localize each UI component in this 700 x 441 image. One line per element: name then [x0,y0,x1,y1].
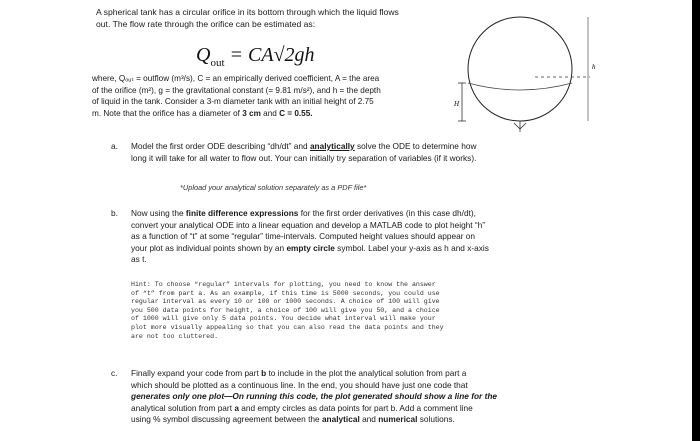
hint-line-4: you 500 data points for height, a choice of 100 will give you 50, and a choice [131,306,440,314]
hint-line-3: regular interval as every 10 or 100 or 1000 seconds. A choice of 100 will give [131,298,440,306]
part-c-line-5 [131,414,551,426]
part-b-label: b. [111,208,118,218]
flow-formula [196,44,315,69]
hint-line-7: are not too cluttered. [131,332,219,340]
liquid-surface [468,83,572,90]
part-b-line-1 [131,208,561,220]
def-line-3: of liquid in the tank. Consider a 3-m diameter tank with an initial height of 2.75 [92,97,374,107]
part-b-line-2: convert your analytical ODE into a linear equation and develop a MATLAB code to plot height “h” [131,219,486,230]
formula-lhs: Q [196,44,211,66]
hint-line-6: plot more visually appealing so that you can also read the data points and they [131,323,444,331]
def-line-4 [92,108,452,120]
diagram-h-label: H [454,100,460,108]
part-c-line-1-pre: Finally expand your code from part [131,368,262,378]
analytically-emphasis: analytically [309,141,355,151]
intro-line-1: A spherical tank has a circular orifice in its bottom through which the liquid flows [96,7,399,17]
def-line-4-and: and [260,108,280,118]
part-b-line-3: as a function of “t” at some “regular” time-intervals. Computed height values should appear on [131,231,476,242]
part-a-line-1 [131,141,551,153]
hint-line-1: Hint: To choose “regular” intervals for plotting, you need to know the answer [131,281,436,288]
hint-line-5: of 1000 will give only 5 data points. You decide what interval will make your [131,315,436,323]
part-b-line-1-pre: Now using the [131,208,186,218]
orifice-diameter: 3 cm [242,108,261,118]
part-c-ref-a: a [234,402,239,413]
part-b-line-4-post: symbol. Label your y-axis as h and x-axis [334,242,489,253]
hint-block [131,281,555,341]
part-c-line-3: generates only one plot—On running this code, the plot generated should show a line for the [131,391,498,402]
analytical-emphasis: analytical [321,414,360,425]
part-c-line-4-pre: analytical solution from part [131,402,235,413]
part-c-line-2: which should be plotted as a continuous line. In the end, you should have just one code that [131,379,468,390]
part-c-line-1-post: to include in the plot the analytical solution from part a [266,368,467,378]
intro-line-2: out. The flow rate through the orifice can be estimated as: [96,19,316,29]
formula-lhs-sub: out [210,57,225,69]
upload-note: *Upload your analytical solution separately as a PDF file* [180,183,367,192]
part-b-text [131,208,561,266]
intro-text [96,6,466,30]
part-c-text [131,368,551,426]
finite-difference-emphasis: finite difference expressions [185,208,299,218]
part-a-label: a. [111,141,118,151]
part-c-line-1 [131,368,551,380]
part-b-line-4-pre: your plot as individual points shown by an [131,242,287,253]
part-c-line-5-pre: using % symbol discussing agreement between the [131,414,322,425]
part-c-line-5-post: solutions. [417,414,455,425]
part-a-line-2: long it will take for all water to flow out. Your can initially try separation of variables (if it works). [131,152,477,163]
def-line-1: where, Qₒᵤₜ = outflow (m³/s), C = an empirically derived coefficient, A = the area [92,74,380,83]
part-c-ref-b: b [261,368,267,378]
part-a-text [131,141,551,164]
part-a-line-1-post: solve the ODE to determine how [354,141,477,151]
numerical-emphasis: numerical [378,414,418,425]
diagram-small-h: h [592,63,596,71]
part-a-line-1-pre: Model the first order ODE describing “dh/dt” and [131,141,310,151]
part-c-line-4 [131,403,551,415]
def-line-4-text: m. Note that the orifice has a diameter of [92,108,243,118]
def-line-2: of the orifice (m²), g = the gravitational constant (= 9.81 m/s²), and h = the depth [92,85,381,95]
part-b-line-5: as t. [131,254,147,265]
empty-circle-emphasis: empty circle [286,242,335,253]
part-c-line-4-post: and empty circles as data points for part b. Add a comment line [238,402,473,413]
part-b-line-4 [131,243,561,255]
part-b-line-1-post: for the first order derivatives (in this case dh/dt), [298,208,476,218]
hint-line-2: of “t” from part a. As an example, if this time is 5000 seconds, you could use [131,289,440,297]
definitions [92,73,452,119]
spherical-tank-diagram [440,5,610,135]
tank-outline [468,17,572,121]
part-c-label: c. [111,368,118,378]
formula-rhs: = CA√2gh [229,44,315,66]
coefficient-value: C = 0.55. [279,108,313,118]
part-c-line-5-and: and [359,414,379,425]
